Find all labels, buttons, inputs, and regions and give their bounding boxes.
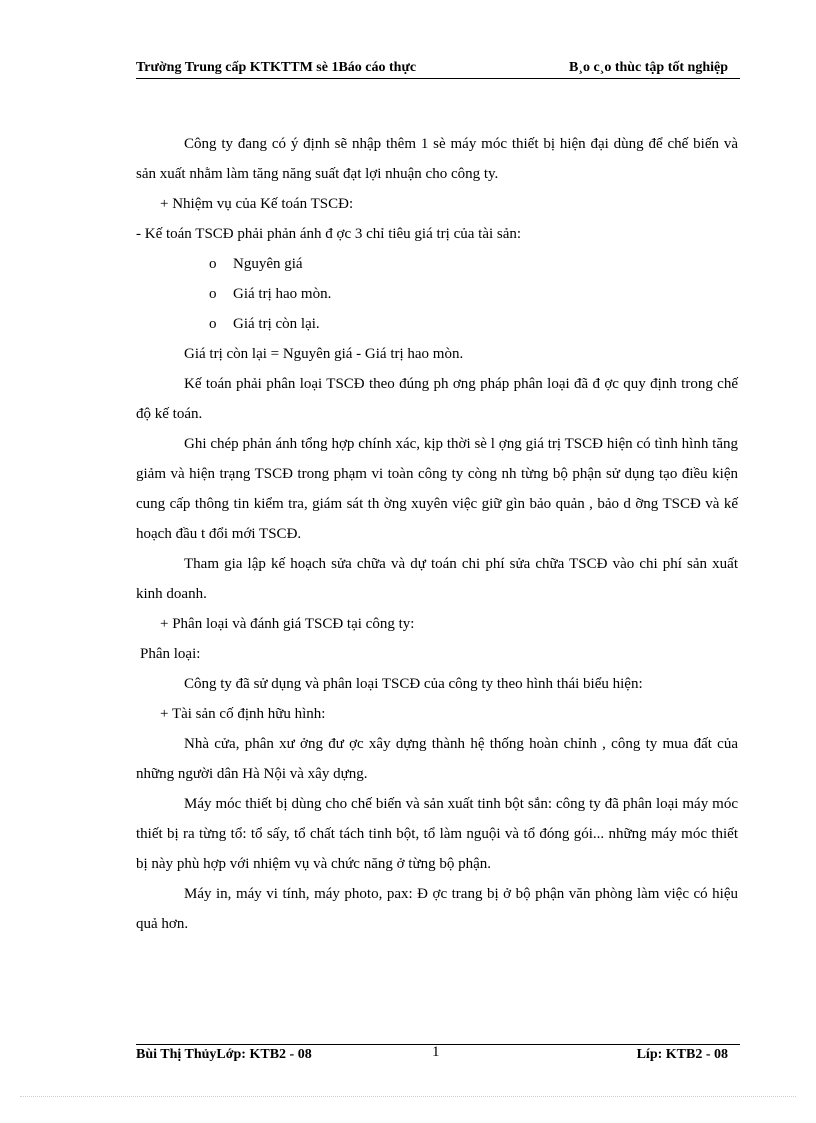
paragraph bbox=[136, 549, 738, 609]
paragraph-text: Kế toán phải phân loại TSCĐ theo đúng ph ơng pháp phân loại đã đ ợc quy định trong chế độ kế toán. bbox=[136, 376, 738, 422]
paragraph bbox=[136, 219, 738, 249]
list-item bbox=[136, 279, 738, 309]
paragraph-text: Phân loại: bbox=[140, 646, 201, 662]
page-break-line bbox=[20, 1096, 796, 1097]
paragraph-text: Giá trị còn lại. bbox=[233, 316, 320, 332]
paragraph bbox=[136, 789, 738, 879]
paragraph bbox=[136, 699, 738, 729]
paragraph-text: - Kế toán TSCĐ phải phản ánh đ ợc 3 chỉ tiêu giá trị của tài sản: bbox=[136, 226, 522, 242]
paragraph-text: Giá trị còn lại = Nguyên giá - Giá trị hao mòn. bbox=[184, 346, 464, 362]
header-rule bbox=[136, 78, 740, 79]
paragraph bbox=[136, 189, 738, 219]
paragraph bbox=[136, 339, 738, 369]
page-header bbox=[136, 58, 740, 78]
page-footer bbox=[136, 1044, 740, 1067]
paragraph-text: Máy móc thiết bị dùng cho chế biến và sản xuất tinh bột sắn: công ty đã phân loại máy móc thiết bị ra từng tổ: tổ sấy, tổ chất tách tinh bột, tổ làm nguội và tổ đóng gói... những máy móc thiết bị này phù hợp với nhiệm vụ và chức năng ở từng bộ phận. bbox=[136, 796, 738, 872]
paragraph-text: Nhà cửa, phân xư ởng đư ợc xây dựng thành hệ thống hoàn chỉnh , công ty mua đất của những người dân Hà Nội và xây dựng. bbox=[136, 736, 738, 782]
paragraph bbox=[136, 609, 738, 639]
paragraph bbox=[136, 729, 738, 789]
header-right-text: B¸o c¸o thùc tập tốt nghiệp bbox=[568, 60, 728, 75]
paragraph bbox=[136, 369, 738, 429]
paragraph-text: + Nhiệm vụ của Kế toán TSCĐ: bbox=[160, 196, 354, 212]
paragraph-text: Nguyên giá bbox=[233, 256, 303, 272]
footer-class: Líp: KTB2 - 08 bbox=[636, 1047, 728, 1062]
footer-author: Bùi Thị ThủyLớp: KTB2 - 08 bbox=[136, 1047, 312, 1062]
page-number: 1 bbox=[432, 1044, 440, 1060]
header-left-text: Trường Trung cấp KTKTTM sè 1Báo cáo thực bbox=[136, 60, 417, 75]
paragraph-text: + Phân loại và đánh giá TSCĐ tại công ty: bbox=[160, 616, 415, 632]
paragraph-text: + Tài sản cố định hữu hình: bbox=[160, 706, 326, 722]
paragraph-text: Ghi chép phản ánh tổng hợp chính xác, kịp thời sè l ợng giá trị TSCĐ hiện có tình hình tăng giảm và hiện trạng TSCĐ trong phạm vi toàn công ty còng nh từng bộ phận sử dụng tạo điều kiện cung cấp thông tin kiểm tra, giám sát th ờng xuyên việc giữ gìn bảo quản , bảo d ỡng TSCĐ và kế hoạch đầu t đổi mới TSCĐ. bbox=[136, 436, 738, 542]
paragraph bbox=[136, 129, 738, 189]
paragraph bbox=[136, 879, 738, 939]
paragraph bbox=[136, 429, 738, 549]
list-item bbox=[136, 309, 738, 339]
bullet-icon: o bbox=[209, 256, 217, 272]
paragraph-text: Tham gia lập kế hoạch sửa chữa và dự toán chi phí sửa chữa TSCĐ vào chi phí sản xuất kinh doanh. bbox=[136, 556, 738, 602]
paragraph-text: Máy in, máy vi tính, máy photo, pax: Đ ợc trang bị ở bộ phận văn phòng làm việc có hiệu quả hơn. bbox=[136, 886, 738, 932]
paragraph bbox=[136, 639, 738, 669]
paragraph-text: Công ty đang có ý định sẽ nhập thêm 1 sè máy móc thiết bị hiện đại dùng để chế biến và sản xuất nhằm làm tăng năng suất đạt lợi nhuận cho công ty. bbox=[136, 136, 738, 182]
bullet-icon: o bbox=[209, 316, 217, 332]
document-body bbox=[136, 129, 738, 939]
list-item bbox=[136, 249, 738, 279]
paragraph bbox=[136, 669, 738, 699]
paragraph-text: Công ty đã sử dụng và phân loại TSCĐ của công ty theo hình thái biểu hiện: bbox=[184, 676, 643, 692]
bullet-icon: o bbox=[209, 286, 217, 302]
paragraph-text: Giá trị hao mòn. bbox=[233, 286, 332, 302]
